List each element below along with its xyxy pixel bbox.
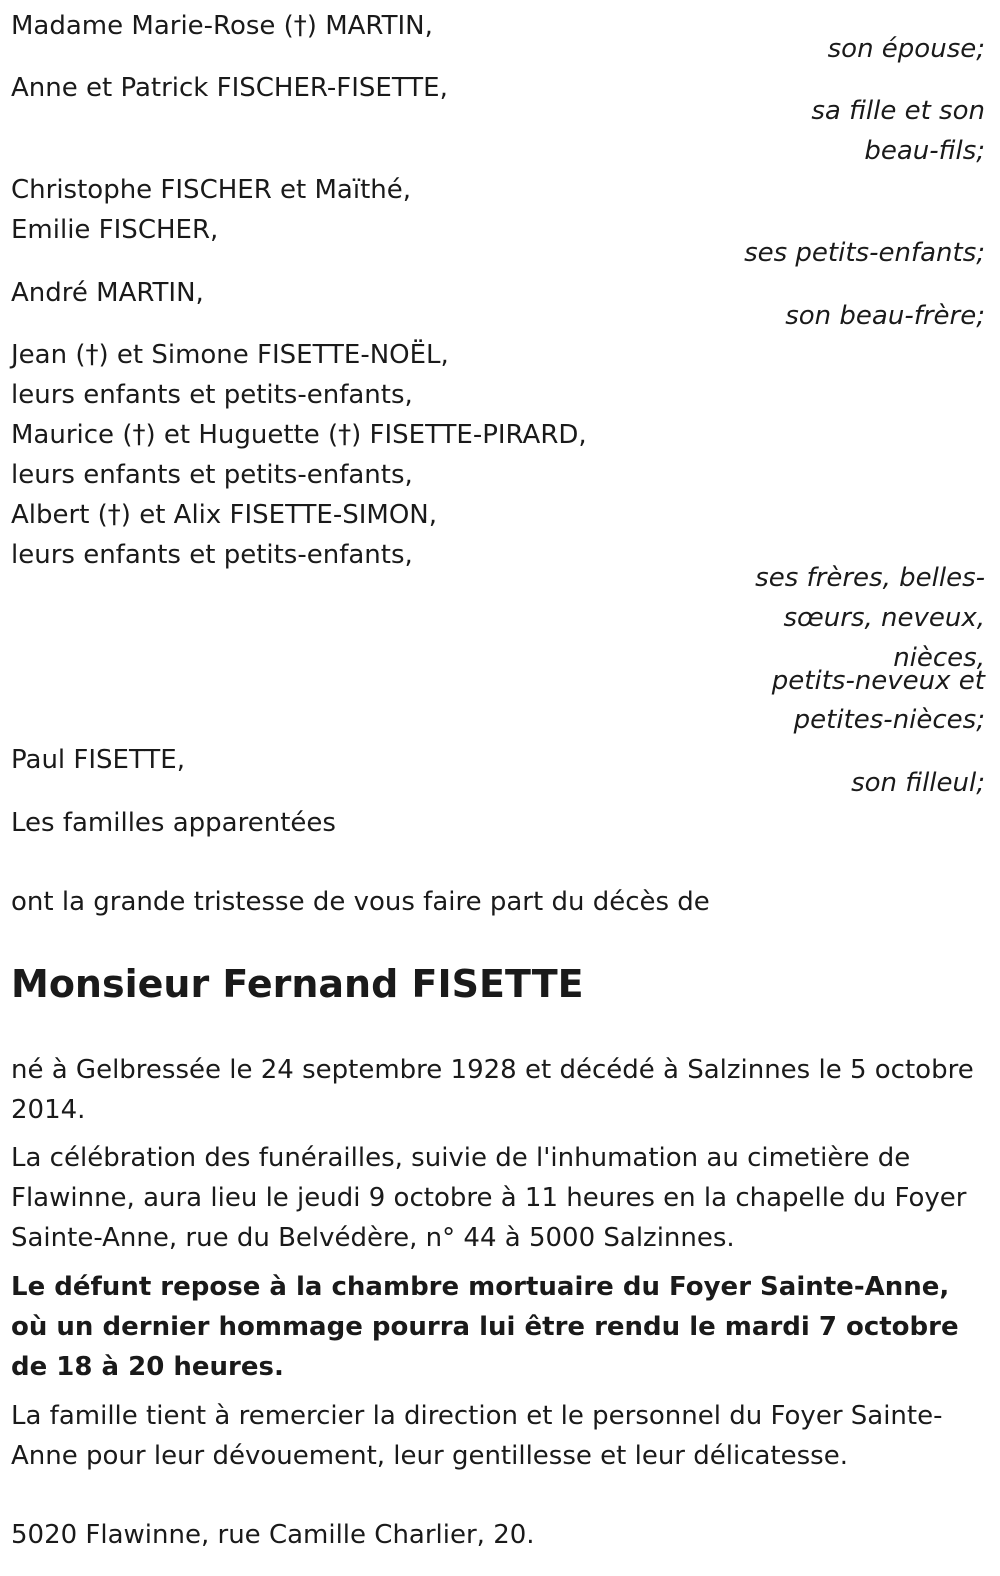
family-name-line: André MARTIN, <box>11 278 204 308</box>
family-role-line: ses frères, belles- <box>755 563 985 593</box>
family-name-line: Les familles apparentées <box>11 808 336 838</box>
family-name-line: leurs enfants et petits-enfants, <box>11 540 413 570</box>
family-name-line: Madame Marie-Rose (†) MARTIN, <box>11 11 433 41</box>
family-role-line: petites-nièces; <box>793 705 985 735</box>
family-role-line: sa fille et son <box>811 96 985 126</box>
family-role-line: petits-neveux et <box>771 666 985 696</box>
deceased-name: Monsieur Fernand FISETTE <box>11 962 584 1006</box>
family-name-line: Paul FISETTE, <box>11 745 185 775</box>
family-name-line: Maurice (†) et Huguette (†) FISETTE-PIRARD, <box>11 420 587 450</box>
family-name-line: Albert (†) et Alix FISETTE-SIMON, <box>11 500 438 530</box>
family-name-line: Jean (†) et Simone FISETTE-NOËL, <box>11 340 449 370</box>
family-role-line: beau-fils; <box>864 136 985 166</box>
family-name-line: Anne et Patrick FISCHER-FISETTE, <box>11 73 448 103</box>
family-name-line: Emilie FISCHER, <box>11 215 219 245</box>
thanks-text: La famille tient à remercier la direction et le personnel du Foyer Sainte-Anne pour leur dévouement, leur gentillesse et leur délicatesse. <box>11 1401 943 1471</box>
announcement-text: ont la grande tristesse de vous faire part du décès de <box>11 887 710 917</box>
family-role-line: sœurs, neveux, <box>783 603 985 633</box>
family-role-line: son filleul; <box>851 768 985 798</box>
address-text: 5020 Flawinne, rue Camille Charlier, 20. <box>11 1520 535 1550</box>
birth-death-text: né à Gelbressée le 24 septembre 1928 et décédé à Salzinnes le 5 octobre 2014. <box>11 1055 974 1125</box>
funeral-text: La célébration des funérailles, suivie de l'inhumation au cimetière de Flawinne, aura lieu le jeudi 9 octobre à 11 heures en la chapelle du Foyer Sainte-Anne, rue du Belvédère, n° 44 à 5000 Salzinnes. <box>11 1143 967 1253</box>
family-role-line: ses petits-enfants; <box>744 238 985 268</box>
family-role-line: son beau-frère; <box>785 301 985 331</box>
viewing-text: Le défunt repose à la chambre mortuaire du Foyer Sainte-Anne, où un dernier hommage pourra lui être rendu le mardi 7 octobre de 18 à 20 heures. <box>11 1272 959 1382</box>
family-role-line: son épouse; <box>827 34 985 64</box>
family-name-line: leurs enfants et petits-enfants, <box>11 380 413 410</box>
family-name-line: leurs enfants et petits-enfants, <box>11 460 413 490</box>
family-name-line: Christophe FISCHER et Maïthé, <box>11 175 412 205</box>
family-role-line: nièces, <box>893 643 985 673</box>
